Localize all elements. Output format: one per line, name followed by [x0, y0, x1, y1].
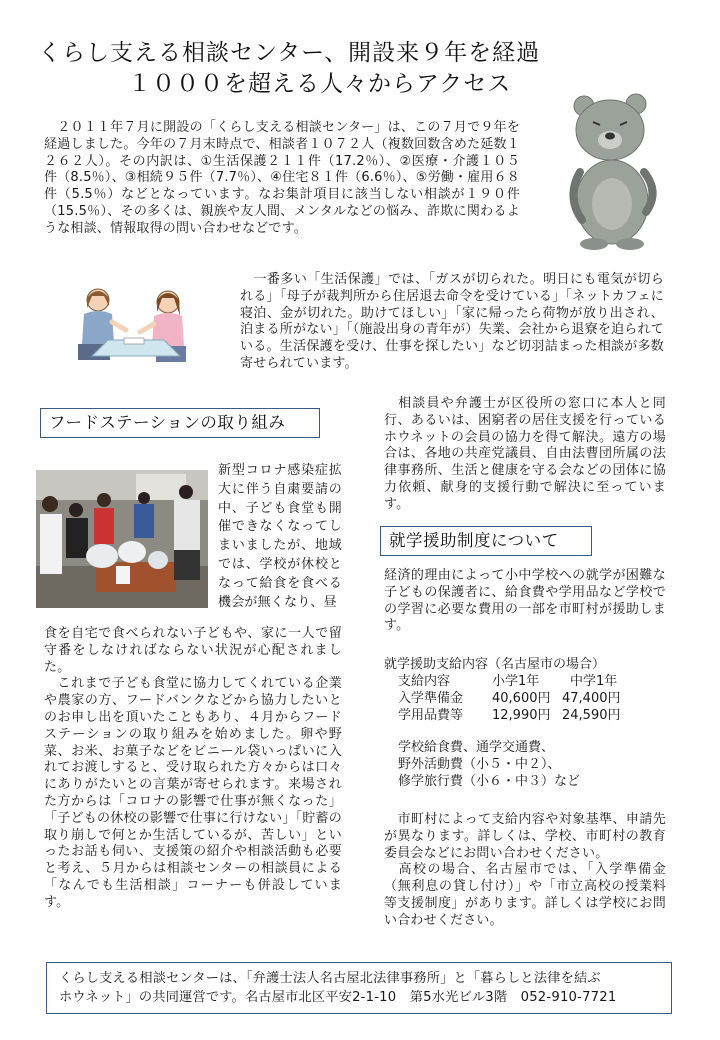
food-station-heading: フードステーションの取り組み [40, 408, 320, 438]
cooperation-paragraph [384, 396, 666, 514]
page-title-line1: くらし支える相談センター、開設来９年を経過 [38, 40, 541, 66]
school-aid-note-2: 高校の場合、名古屋市では、「入学準備金（無利息の貸し付け）」や「市立高校の授業料等支援制度」があります。詳しくは学校にお問い合わせください。 [384, 862, 666, 928]
welfare-text: 一番多い「生活保護」では、「ガスが切られた。明日にも電気が切られる」「母子が裁判所から住居退去命令を受けている」「ネットカフェに寝泊、金が切れた。助けてほしい」「家に帰ったら荷物が放り出され、泊まる所がない」「（施設出身の青年が）失業、会社から退寮を迫られている。生活保護を受け、仕事を探したい」など切羽詰まった相談が多数寄せられています。 [240, 272, 664, 371]
welfare-paragraph [240, 272, 664, 373]
fee-item: 学用品費等 [398, 708, 464, 723]
fee-junior-high: 24,590円 [562, 708, 621, 723]
other-item: 野外活動費（小５・中２）、 [398, 757, 561, 772]
page-title-line2: １０００を超える人々からアクセス [128, 71, 512, 97]
fee-title: 就学援助支給内容（名古屋市の場合） [384, 657, 606, 672]
fee-header-row [384, 673, 674, 690]
intro-text: ２０１１年７月に開設の「くらし支える相談センター」は、この７月で９年を経過しました。今年の７月末時点で、相談者１０７２人（複数回数含めた延数１２６２人）。その内訳は、①生活保護２１１件（17.2％）、②医療・介護１０５件（8.5％）、③相続９５件（7.7％）、④住宅８１件（6.6％）、⑤労働・雇用６８件（5.5％）などとなっています。なお集計項目に該当しない相談が１９０件（15.5％）、その多くは、親族や友人間、メンタルなどの悩み、詐欺に関わるような相談、情報取得の問い合わせなどです。 [44, 120, 520, 236]
school-aid-intro-paragraph [384, 568, 666, 635]
intro-paragraph [44, 120, 520, 238]
school-aid-intro-text: 経済的理由によって小中学校への就学が困難な子どもの保護者に、給食費や学用品など学校での学習に必要な費用の一部を市町村が援助します。 [384, 568, 666, 634]
food-station-side-text: 新型コロナ感染症拡大に伴う自粛要請の中、子ども食堂も開催できなくなってしまいましたが、地域では、学校が休校となって給食を食べる機会が無くなり、昼 [218, 463, 342, 610]
fee-elementary: 40,600円 [492, 691, 551, 706]
fee-row-supplies [384, 707, 674, 724]
school-aid-heading: 就学援助制度について [380, 526, 592, 556]
fee-row-entrance [384, 690, 674, 707]
school-aid-notes-paragraph [384, 812, 666, 930]
fee-junior-high: 47,400円 [562, 691, 621, 706]
food-station-side-paragraph [218, 462, 342, 612]
footer-line-1: くらし支える相談センターは、「弁護士法人名古屋北法律事務所」と「暮らしと法律を結ぶ [59, 971, 601, 986]
fee-elementary: 12,990円 [492, 708, 551, 723]
food-station-photo [36, 470, 208, 608]
fee-block [384, 656, 674, 790]
food-station-text-2: これまで子ども食堂に協力してくれている企業や農家の方、フードバンクなどから協力したいとのお申し出を頂いたこともあり、４月からフードステーションの取り組みを始めました。卵や野菜、お米、お菓子などをビニール袋いっぱいに入れてお渡しすると、受け取られた方々からは口々にありがたいとの言葉が寄せられます。来場された方からは「コロナの影響で仕事が無くなった」「子どもの休校の影響で仕事に行けない」「貯蓄の取り崩しで何とか生活しているが、苦しい」といったお話も伺い、支援策の紹介や相談活動も必要と考え、５月からは相談センターの相談員による「なんでも生活相談」コーナーも併設しています。 [44, 676, 342, 910]
footer-box [46, 962, 672, 1014]
fee-item: 入学準備金 [398, 691, 464, 706]
other-item: 学校給食費、通学交通費、 [398, 740, 555, 755]
fee-col-item: 支給内容 [398, 674, 451, 689]
food-station-text-1: 食を自宅で食べられない子どもや、家に一人で留守番をしなければならない状況が心配されました。 [44, 626, 342, 675]
footer-line-2: ホウネット」の共同運営です。名古屋市北区平安2-1-10 第5水光ビル3階 052-910-7721 [59, 990, 617, 1005]
fee-col-elementary: 小学1年 [492, 674, 540, 689]
other-item: 修学旅行費（小６・中３）など [398, 774, 581, 789]
bear-illustration [560, 92, 668, 252]
fee-col-junior-high: 中学1年 [570, 674, 618, 689]
food-station-main-paragraph [44, 626, 342, 912]
cooperation-text: 相談員や弁護士が区役所の窓口に本人と同行、あるいは、困窮者の居住支援を行っているホウネットの会員の協力を得て解決。遠方の場合は、各地の共産党議員、自由法曹団所属の法律事務所、生活と健康を守る会などの団体に協力依頼、献身的支援行動で解決に至っています。 [384, 396, 666, 512]
school-aid-note-1: 市町村によって支給内容や対象基準、申請先が異なります。詳しくは、学校、市町村の教育委員会などにお問い合わせください。 [384, 812, 666, 861]
consultation-illustration [68, 282, 202, 374]
